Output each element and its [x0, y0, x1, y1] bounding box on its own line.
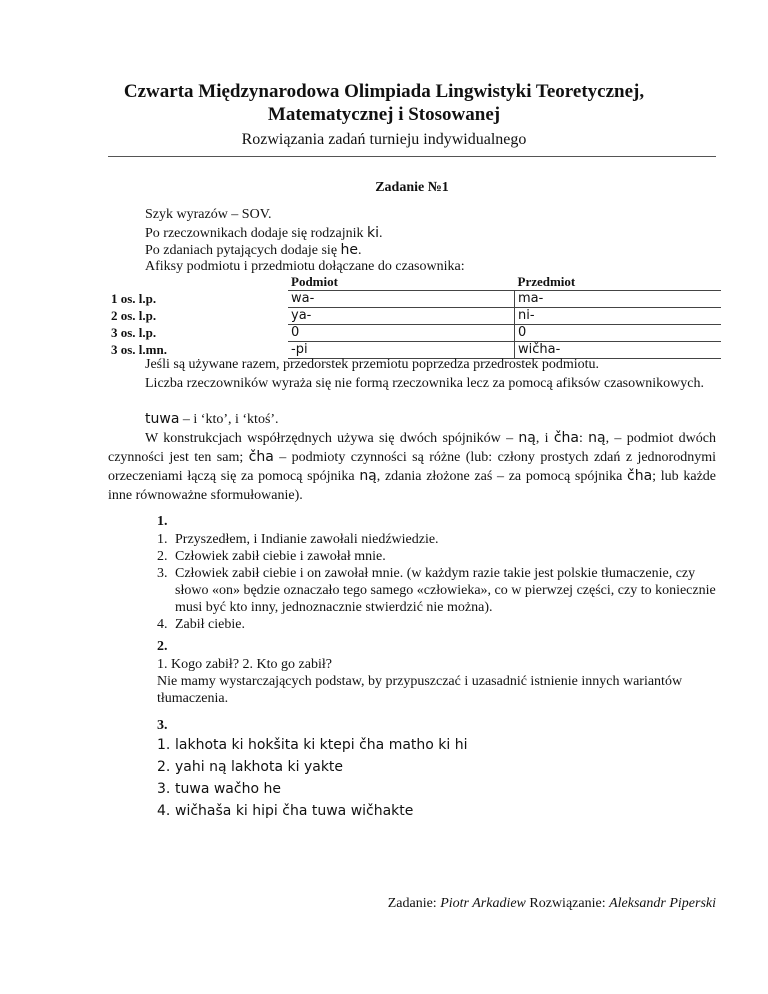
page-subtitle: Rozwiązania zadań turnieju indywidualnego [241, 131, 527, 148]
intro-line-3-end: . [358, 243, 362, 258]
task-label: Zadanie: [387, 896, 441, 911]
part-2-line-1: 1. Kogo zabił? 2. Kto go zabił? [157, 657, 332, 672]
list-item-text: yahi ną lakhota ki yakte [175, 759, 344, 775]
solution-label: Rozwiązanie: [525, 896, 610, 911]
list-item-number: 2. [157, 549, 168, 564]
question-particle-word: he [340, 242, 359, 258]
list-item-text: Przyszedłem, i Indianie zawołali niedźwiedzie. [175, 532, 439, 547]
article-word: ki [366, 225, 379, 241]
affix-object: ma- [515, 291, 722, 308]
note-4-part: – podmioty czynności są różne (lub: człony prostych zdań z jednorodnymi orzeczeniami łączą się za pomocą spójnika [108, 450, 717, 484]
conj-word: ną [359, 468, 377, 484]
affix-row [108, 342, 721, 359]
affix-table-corner [108, 273, 288, 291]
conj-word: čha [553, 430, 579, 446]
affix-person: 3 os. l.mn. [111, 341, 167, 357]
list-item [157, 548, 717, 565]
list-item-text: Człowiek zabił ciebie i zawołał mnie. [175, 549, 386, 564]
affix-col-object: Przedmiot [517, 273, 576, 289]
intro-line-3-text: Po zdaniach pytających dodaje się [145, 243, 341, 258]
list-item [157, 756, 717, 778]
page-title [60, 80, 708, 126]
intro-line-2-text: Po rzeczownikach dodaje się rodzajnik [145, 226, 367, 241]
tuwa-word: tuwa [145, 411, 180, 427]
affix-table-header [108, 273, 721, 291]
note-4-part: , zdania złożone zaś – za pomocą spójnika [376, 469, 628, 484]
affix-subject: wa- [288, 291, 515, 308]
list-item [157, 616, 717, 633]
affix-col-subject: Podmiot [291, 273, 338, 289]
note-4-part: W konstrukcjach współrzędnych używa się dwóch spójników – [145, 431, 519, 446]
note-3 [145, 411, 279, 428]
list-item-number: 1. [157, 737, 171, 753]
affix-object: wičha- [515, 342, 722, 359]
list-item-number: 4. [157, 803, 171, 819]
list-item-text: Człowiek zabił ciebie i on zawołał mnie. (w każdym razie takie jest polskie tłumaczenie, czy słowo «on» będzie oznaczało tego samego «człowieka», co w pierwzej części, czy to koniecznie musi być kto inny, jednoznacznie stwierdzić nie można). [175, 566, 716, 615]
affix-person: 1 os. l.p. [111, 290, 157, 306]
list-item-text: tuwa wačho he [175, 781, 281, 797]
part-3-list [157, 734, 717, 822]
header-divider [108, 156, 716, 157]
list-item [157, 531, 717, 548]
note-1: Jeśli są używane razem, przedorstek przemiotu poprzedza przedrostek podmiotu. [145, 357, 600, 372]
intro-line-1: Szyk wyrazów – SOV. [145, 207, 272, 222]
note-4-part: : [578, 431, 589, 446]
note-4-part: , i [535, 431, 554, 446]
note-4-part: , – podmiot dwóch czynności jest ten sam; [108, 431, 716, 465]
affix-row [108, 325, 721, 342]
title-line-1: Czwarta Międzynarodowa Olimpiada Lingwistyki Teoretycznej, [123, 81, 645, 102]
list-item-text: Zabił ciebie. [175, 617, 245, 632]
intro-line-3 [145, 242, 362, 259]
part-1-label: 1. [157, 514, 168, 529]
conj-word: ną [518, 430, 536, 446]
task-title: Zadanie №1 [375, 180, 449, 195]
title-line-2: Matematycznej i Stosowanej [267, 104, 501, 125]
conj-word: ną [588, 430, 606, 446]
note-3-text: – i ‘kto’, i ‘ktoś’. [179, 412, 279, 427]
part-1-list [157, 531, 717, 633]
list-item-number: 3. [157, 781, 171, 797]
conj-word: čha [627, 468, 653, 484]
list-item-text: wičhaša ki hipi čha tuwa wičhakte [175, 803, 414, 819]
list-item [157, 800, 717, 822]
affix-table [108, 273, 721, 359]
affix-subject: -pi [288, 342, 515, 359]
affix-object: ni- [515, 308, 722, 325]
list-item [157, 565, 717, 616]
list-item-number: 2. [157, 759, 171, 775]
part-2-label: 2. [157, 639, 168, 654]
list-item-number: 1. [157, 532, 168, 547]
affix-object: 0 [515, 325, 722, 342]
solution-author: Aleksandr Piperski [609, 896, 716, 911]
affix-person: 3 os. l.p. [111, 324, 157, 340]
task-author: Piotr Arkadiew [440, 896, 526, 911]
note-4-part: ; lub każde inne równoważne sformułowanie). [108, 469, 716, 503]
note-2: Liczba rzeczowników wyraża się nie formą rzeczownika lecz za pomocą afiksów czasownikowych. [145, 376, 704, 391]
author-credits [388, 896, 716, 912]
intro-line-4: Afiksy podmiotu i przedmiotu dołączane do czasownika: [145, 259, 465, 274]
intro-line-2 [145, 225, 382, 242]
affix-row [108, 291, 721, 308]
part-3-label: 3. [157, 718, 168, 733]
list-item-text: lakhota ki hokšita ki ktepi čha matho ki hi [175, 737, 468, 753]
conj-word: čha [248, 449, 274, 465]
intro-line-2-end: . [378, 226, 383, 241]
part-2-line-2: Nie mamy wystarczających podstaw, by przypuszczać i uzasadnić istnienie innych wariantów tłumaczenia. [157, 674, 683, 706]
list-item-number: 3. [157, 566, 168, 581]
affix-person: 2 os. l.p. [111, 307, 157, 323]
list-item [157, 778, 717, 800]
affix-row [108, 308, 721, 325]
note-4 [108, 429, 716, 505]
affix-subject: ya- [288, 308, 515, 325]
list-item-number: 4. [157, 617, 168, 632]
list-item [157, 734, 717, 756]
affix-subject: 0 [288, 325, 515, 342]
